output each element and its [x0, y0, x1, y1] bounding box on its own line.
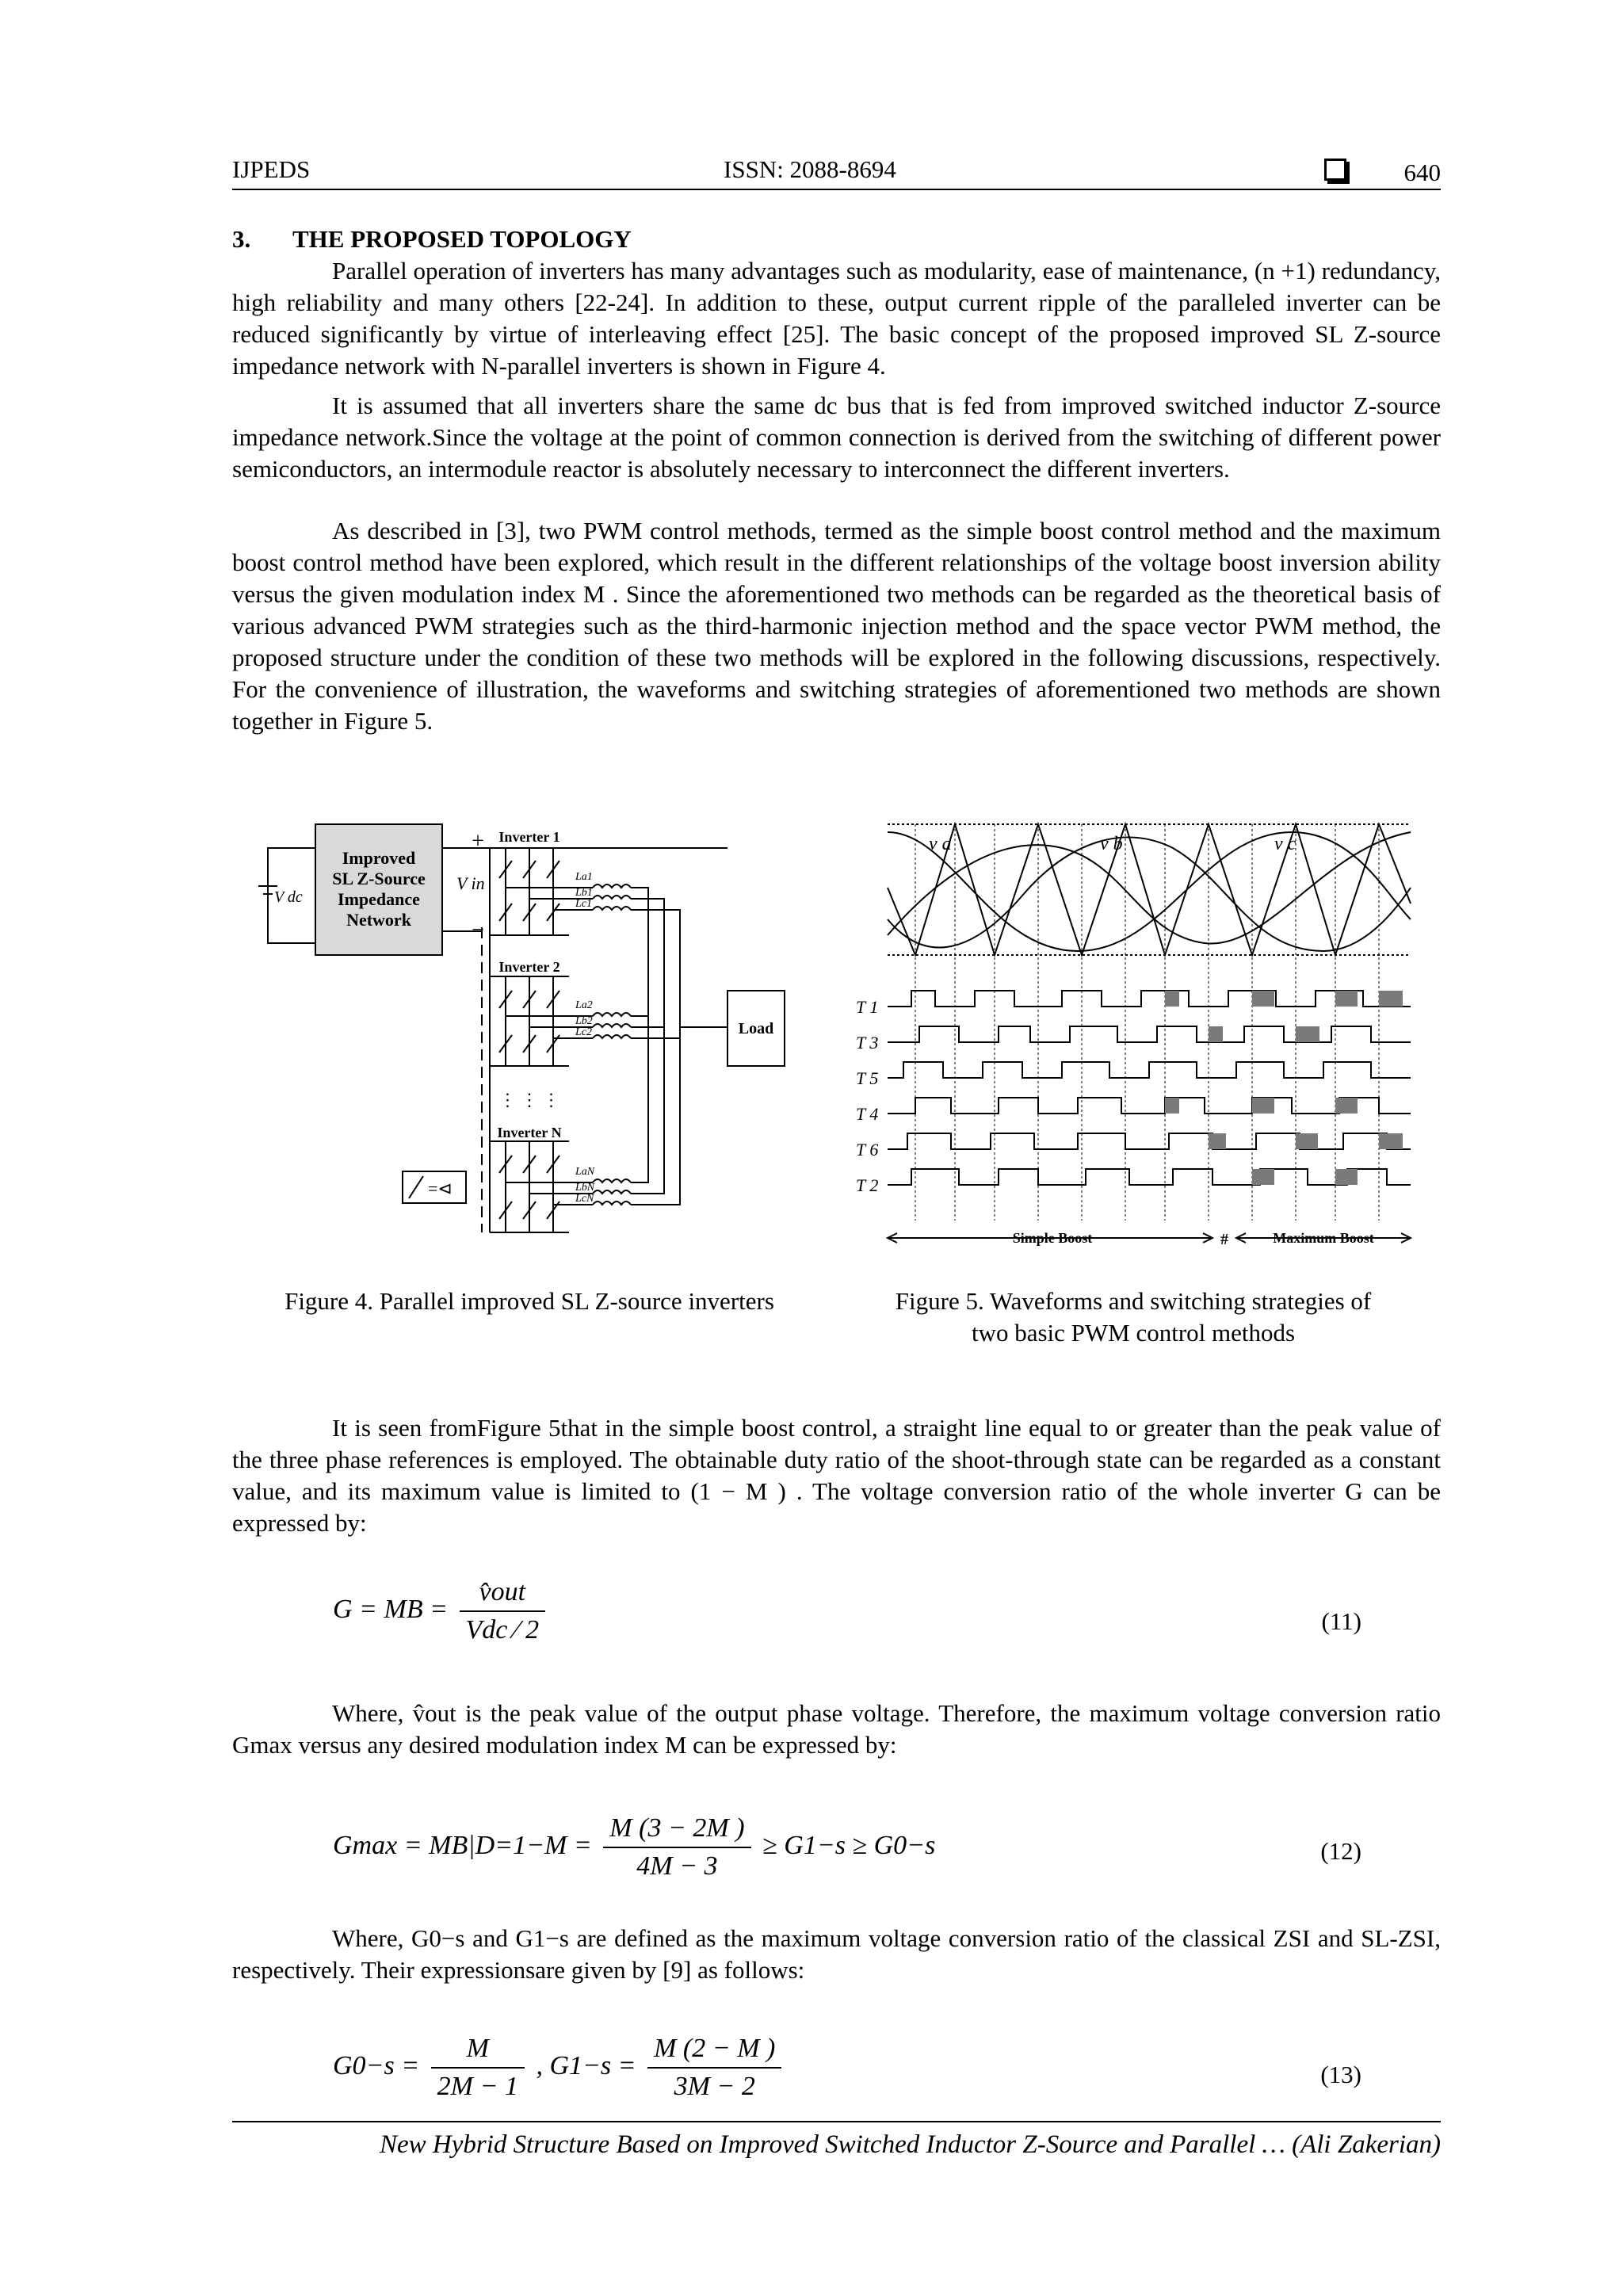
- fig4-network-label-3: Impedance: [338, 889, 420, 909]
- fig5-vc-label: v c: [1274, 834, 1296, 854]
- eq11-denominator: Vdc ⁄ 2: [460, 1610, 546, 1645]
- equation-12-number: (12): [1320, 1837, 1361, 1865]
- journal-name: IJPEDS: [232, 155, 311, 183]
- paragraph-3-text: As described in [3], two PWM control methods, termed as the simple boost control method and the maximum boost control method have been explored, which result in the different relationships of the voltage boost inversion ability versus the given modulation index M . Since the aforementioned two methods can be regarded as the theoretical basis of various advanced PWM strategies such as the third-harmonic injection method and the space vector PWM method, the proposed structure under the condition of these two methods will be explored in the following discussions, respectively. For the convenience of illustration, the waveforms and switching strategies of aforementioned two methods are shown together in Figure 5.: [232, 517, 1441, 735]
- page-number: 640: [1403, 159, 1441, 186]
- page-header: [232, 155, 1441, 193]
- equation-13-number: (13): [1320, 2061, 1361, 2088]
- equation-11: [333, 1577, 550, 1645]
- fig4-lcn: LcN: [575, 1193, 594, 1205]
- checkbox-square-icon: [1324, 159, 1346, 181]
- eq13-a-lhs: G0−s =: [333, 2050, 420, 2080]
- fig4-minus-sign: −: [472, 918, 484, 942]
- running-footer: New Hybrid Structure Based on Improved Switched Inductor Z-Source and Parallel … (Ali Zakerian): [379, 2130, 1441, 2159]
- eq11-numerator: v̂out: [479, 1577, 526, 1606]
- paragraph-4: [232, 1412, 1441, 1539]
- paragraph-6-text: Where, G0−s and G1−s are defined as the maximum voltage conversion ratio of the classical ZSI and SL-ZSI, respectively. Their expressionsare given by [9] as follows:: [232, 1924, 1441, 1984]
- fig4-inverter-1-label: Inverter 1: [498, 829, 560, 845]
- eq12-numerator: M (3 − 2M ): [609, 1813, 745, 1843]
- section-number: 3.: [232, 225, 251, 253]
- fig4-la1: La1: [575, 871, 593, 883]
- eq11-lhs: G = MB =: [333, 1594, 449, 1624]
- paragraph-4-text: It is seen fromFigure 5that in the simple boost control, a straight line equal to or greater than the peak value of the three phase references is employed. The obtainable duty ratio of the shoot-through state can be regarded as a constant value, and its maximum value is limited to (1 − M ) . The voltage conversion ratio of the whole inverter G can be expressed by:: [232, 1414, 1441, 1537]
- eq12-denominator: 4M − 3: [603, 1847, 750, 1881]
- paragraph-2: [232, 390, 1441, 485]
- paragraph-5-text: Where, v̂out is the peak value of the output phase voltage. Therefore, the maximum voltage conversion ratio Gmax versus any desired modulation index M can be expressed by:: [232, 1699, 1441, 1759]
- fig4-plus-sign: +: [472, 829, 484, 854]
- paragraph-6: [232, 1923, 1441, 1986]
- equation-13: [333, 2034, 786, 2102]
- fig4-lb1: Lb1: [575, 887, 593, 899]
- fig4-network-label-2: SL Z-Source: [332, 869, 426, 888]
- eq13-b-numerator: M (2 − M ): [654, 2034, 776, 2063]
- fig5-t3-label: T 3: [856, 1033, 879, 1052]
- figure-4-diagram: [252, 800, 807, 1260]
- fig4-load-label: Load: [738, 1020, 774, 1037]
- paragraph-2-text: It is assumed that all inverters share the same dc bus that is fed from improved switched inductor Z-source impedance network.Since the voltage at the point of common connection is derived from the switching of different power semiconductors, an intermodule reactor is absolutely necessary to interconnect the different inverters.: [232, 392, 1441, 483]
- fig4-lan: LaN: [575, 1166, 595, 1178]
- section-heading: [232, 225, 632, 254]
- eq13-b-lhs: , G1−s =: [536, 2050, 636, 2080]
- fig4-inverter-n-label: Inverter N: [497, 1125, 562, 1140]
- fig5-t6-label: T 6: [856, 1140, 879, 1159]
- issn: ISSN: 2088-8694: [724, 155, 896, 183]
- figure-5-caption: [840, 1286, 1426, 1349]
- fig5-hash: #: [1220, 1231, 1228, 1248]
- fig5-va-label: v a: [929, 834, 952, 854]
- fig4-lbn: LbN: [575, 1182, 595, 1194]
- fig4-network-label-1: Improved: [342, 848, 416, 868]
- eq12-lhs: Gmax = MB|D=1−M =: [333, 1830, 592, 1860]
- fig5-t4-label: T 4: [856, 1104, 879, 1124]
- header-rule: [232, 189, 1441, 190]
- fig4-ellipsis: ⋮ ⋮ ⋮: [498, 1090, 560, 1110]
- fig5-maximum-boost-label: Maximum Boost: [1273, 1230, 1374, 1246]
- fig4-lb2: Lb2: [575, 1015, 593, 1027]
- eq13-b-denominator: 3M − 2: [647, 2067, 781, 2102]
- eq12-rhs: ≥ G1−s ≥ G0−s: [762, 1830, 936, 1860]
- fig5-t5-label: T 5: [856, 1068, 879, 1088]
- fig4-network-label-4: Network: [346, 910, 411, 930]
- fig4-vdc-label: V dc: [274, 888, 303, 906]
- fig4-converter-symbol: =⊲: [428, 1179, 453, 1198]
- eq13-a-denominator: 2M − 1: [431, 2067, 525, 2102]
- fig4-lc1: Lc1: [575, 898, 592, 910]
- figure-5-caption-line-2: two basic PWM control methods: [971, 1319, 1296, 1347]
- equation-12: [333, 1813, 935, 1881]
- fig5-t2-label: T 2: [856, 1175, 879, 1195]
- fig5-vb-label: v b: [1100, 834, 1123, 854]
- fig4-inverter-2-label: Inverter 2: [498, 959, 560, 975]
- paragraph-3: [232, 515, 1441, 737]
- footer-rule: [232, 2121, 1441, 2122]
- fig5-simple-boost-label: Simple Boost: [1012, 1230, 1093, 1246]
- equation-11-number: (11): [1321, 1607, 1361, 1635]
- fig4-vin-label: V in: [456, 873, 485, 893]
- eq13-a-numerator: M: [466, 2034, 489, 2063]
- figure-5-caption-line-1: Figure 5. Waveforms and switching strategies of: [895, 1287, 1372, 1315]
- paragraph-5: [232, 1698, 1441, 1761]
- paragraph-1: [232, 255, 1441, 382]
- paragraph-1-text: Parallel operation of inverters has many advantages such as modularity, ease of maintenance, (n +1) redundancy, high reliability and many others [22-24]. In addition to these, output current ripple of the paralleled inverter can be reduced significantly by virtue of interleaving effect [25]. The basic concept of the proposed improved SL Z-source impedance network with N-parallel inverters is shown in Figure 4.: [232, 257, 1441, 380]
- section-title: THE PROPOSED TOPOLOGY: [292, 225, 632, 253]
- figure-4-caption: Figure 4. Parallel improved SL Z-source inverters: [285, 1287, 774, 1315]
- fig4-lc2: Lc2: [575, 1026, 592, 1038]
- fig5-t1-label: T 1: [856, 997, 879, 1017]
- figure-5-diagram: [840, 800, 1426, 1260]
- fig4-la2: La2: [575, 999, 593, 1011]
